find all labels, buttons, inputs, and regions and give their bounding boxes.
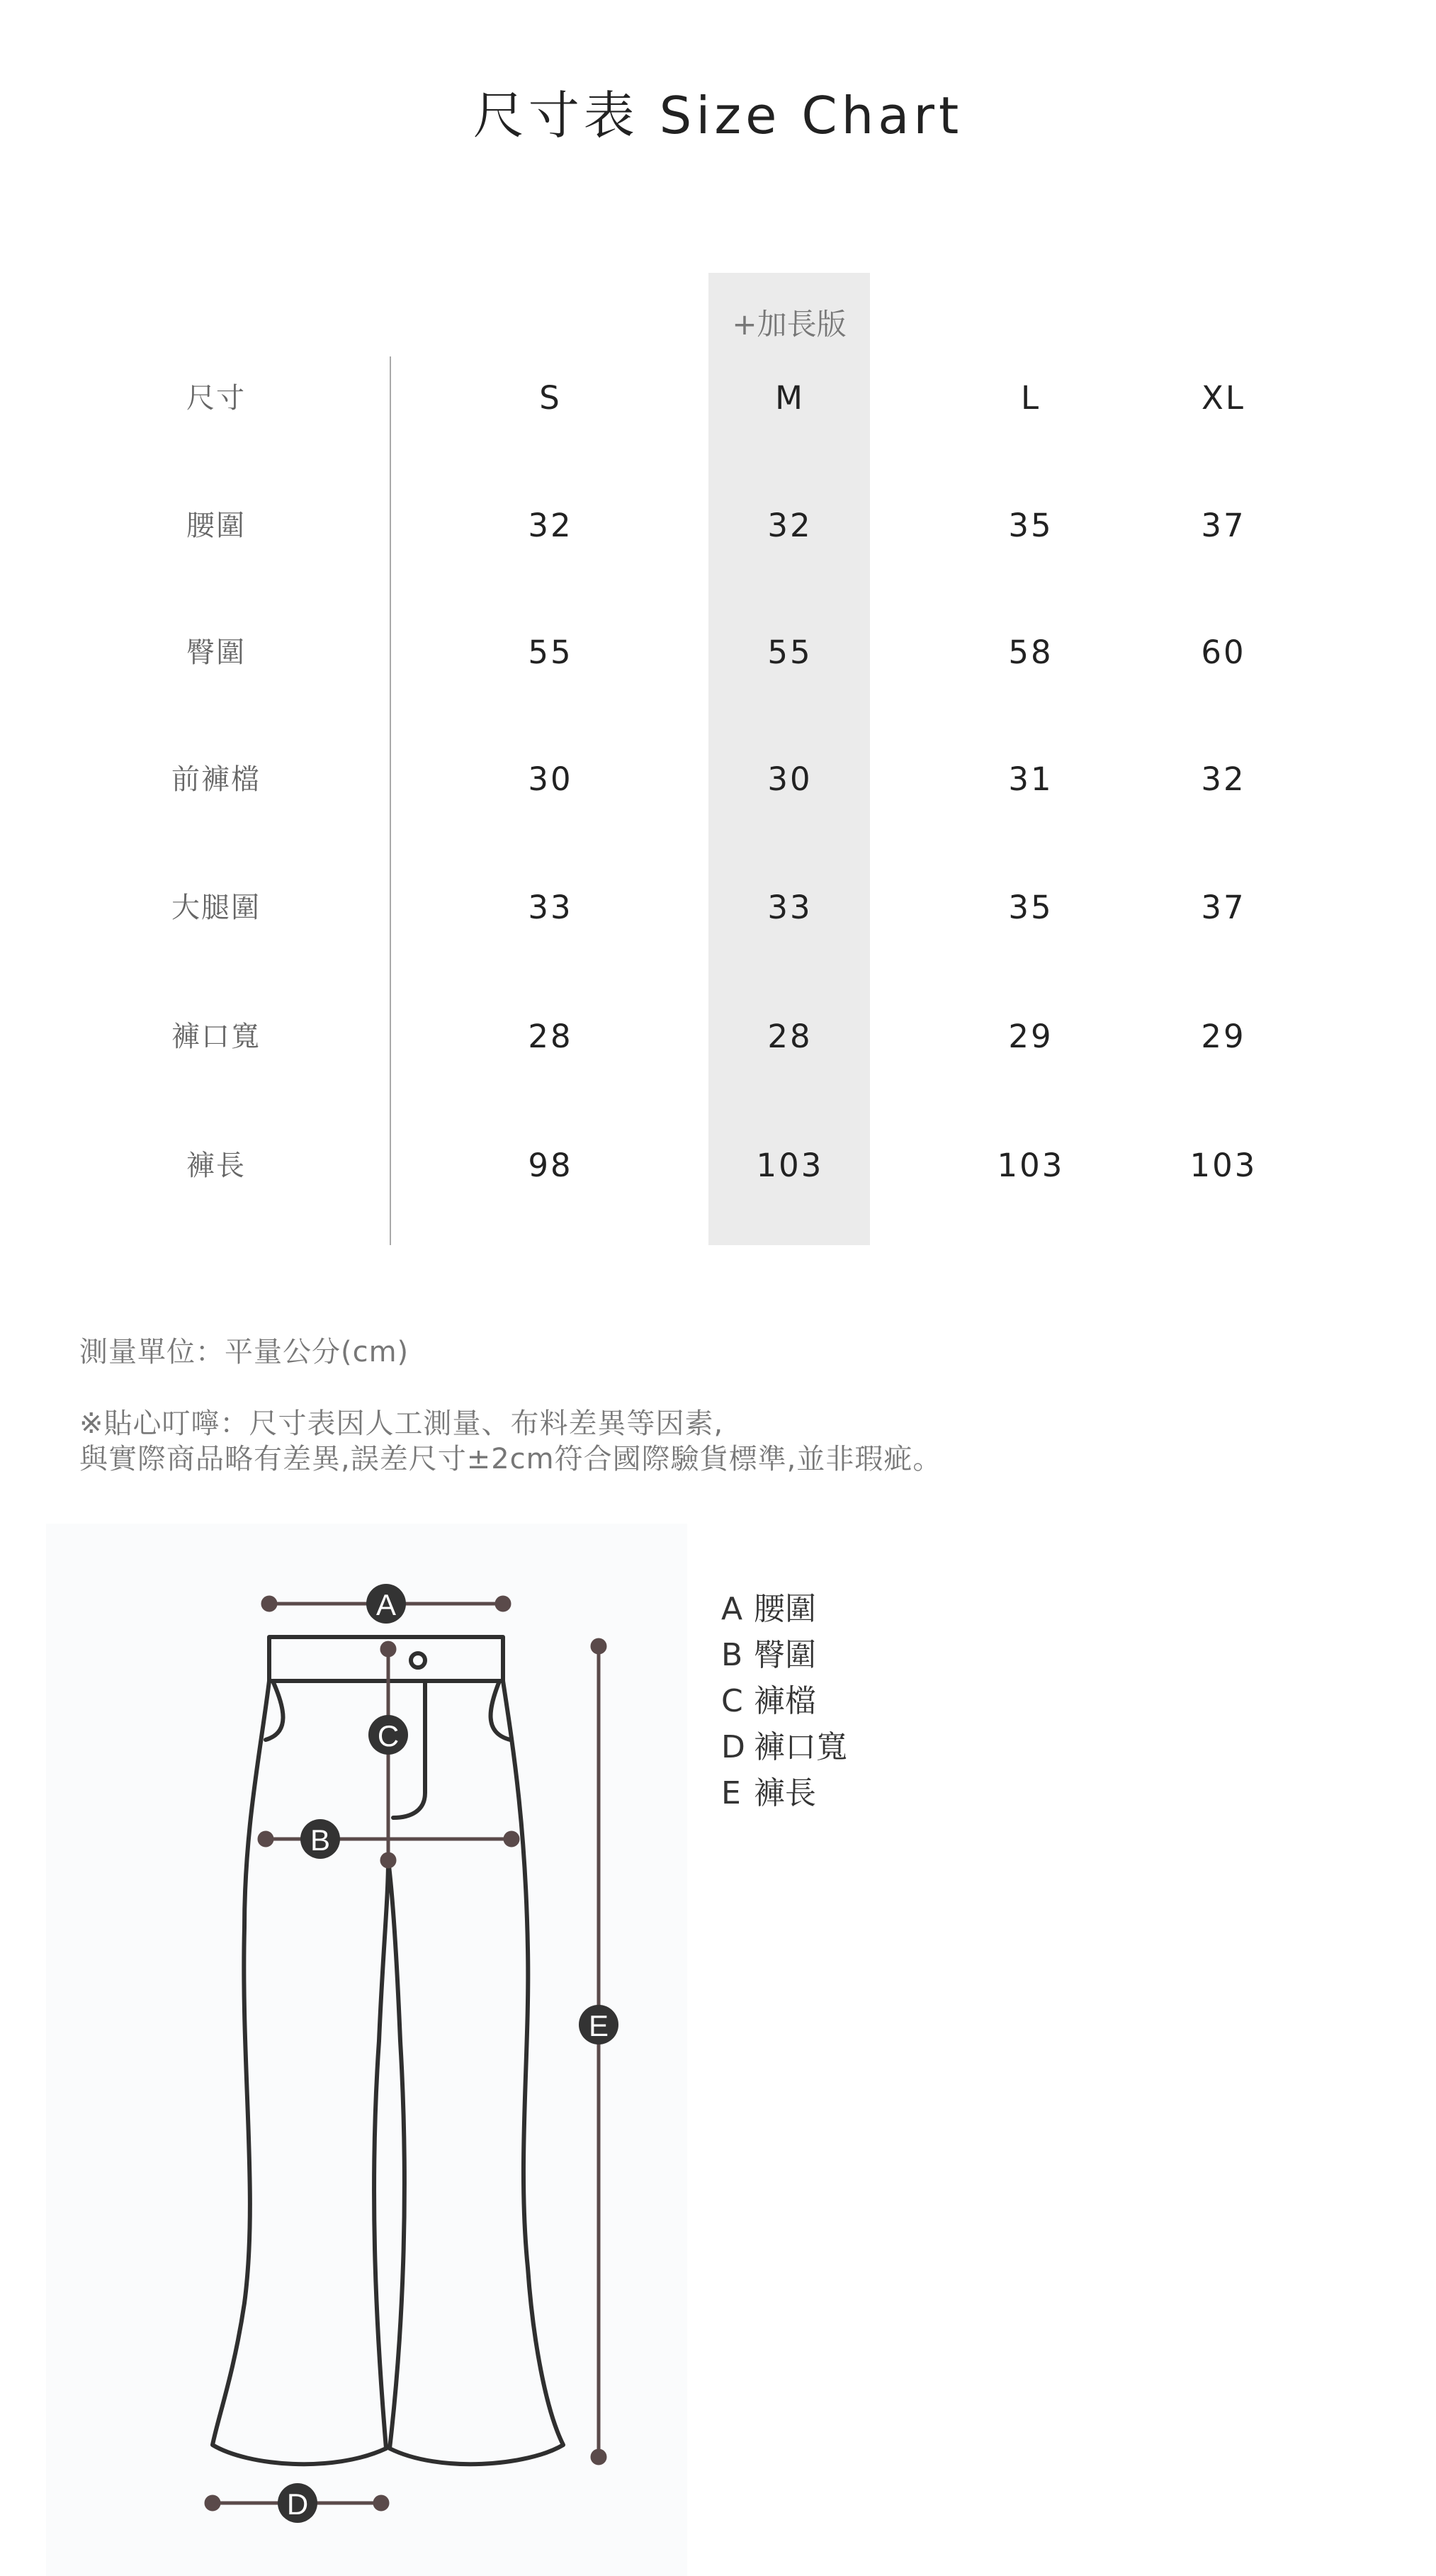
measurement-label: 前褲檔 (171, 763, 261, 796)
measurement-value: 103 (997, 1147, 1065, 1184)
legend-key: E (721, 1775, 741, 1811)
measurement-value: 37 (1201, 507, 1246, 544)
measurement-label: 腰圍 (186, 510, 246, 542)
measurement-value: 28 (767, 1018, 813, 1055)
measurement-value: 33 (767, 889, 813, 926)
legend-label: 腰圍 (754, 1591, 816, 1627)
measurement-value: 32 (1201, 760, 1246, 798)
legend-label: 褲口寬 (754, 1729, 847, 1765)
unit-note: 測量單位：平量公分(cm) (79, 1336, 409, 1368)
page-title: 尺寸表 Size Chart (473, 86, 963, 145)
marker-e (579, 2005, 618, 2045)
legend-item-c (721, 1678, 847, 1724)
tip-note-line-1: ※貼心叮嚀：尺寸表因人工測量、布料差異等因素, (79, 1407, 724, 1440)
measurement-legend (721, 1586, 847, 1816)
size-header-m: M (775, 379, 805, 417)
marker-b (300, 1819, 340, 1859)
legend-item-a (721, 1586, 847, 1632)
size-header-s: S (539, 379, 562, 417)
measurement-label: 褲口寬 (171, 1020, 261, 1053)
measurement-value: 35 (1008, 507, 1053, 544)
tip-note-line-2: 與實際商品略有差異,誤差尺寸±2cm符合國際驗貨標準,並非瑕疵。 (79, 1443, 942, 1475)
legend-label: 褲檔 (754, 1683, 816, 1719)
legend-item-b (721, 1632, 847, 1678)
measurement-value: 55 (767, 634, 813, 671)
legend-key: D (721, 1729, 745, 1765)
legend-item-e (721, 1770, 847, 1816)
measurement-value: 31 (1008, 760, 1053, 798)
measurement-value: 29 (1008, 1018, 1053, 1055)
measurement-value: 30 (767, 760, 813, 798)
measure-markers (278, 1584, 618, 2523)
svg-text:A: A (375, 1588, 397, 1621)
measurement-label: 大腿圍 (171, 892, 261, 924)
measurement-value: 103 (1189, 1147, 1257, 1184)
measurement-value: 28 (528, 1018, 573, 1055)
measurement-value: 55 (528, 634, 573, 671)
legend-key: B (721, 1637, 743, 1673)
measurement-value: 33 (528, 889, 573, 926)
measurement-value: 103 (756, 1147, 824, 1184)
measurement-value: 30 (528, 760, 573, 798)
marker-c (368, 1715, 408, 1755)
legend-key: A (721, 1591, 743, 1627)
measurement-value: 29 (1201, 1018, 1246, 1055)
measurement-value: 58 (1008, 634, 1053, 671)
size-header-label: 尺寸 (186, 382, 246, 415)
svg-text:C: C (377, 1719, 400, 1753)
measurement-value: 37 (1201, 889, 1246, 926)
extra-length-label: +加長版 (732, 307, 847, 342)
measurement-value: 35 (1008, 889, 1053, 926)
size-header-l: L (1020, 379, 1041, 417)
marker-a (366, 1584, 406, 1624)
legend-item-d (721, 1724, 847, 1770)
measurement-value: 98 (528, 1147, 573, 1184)
svg-text:D: D (286, 2487, 309, 2521)
svg-text:E: E (588, 2009, 609, 2042)
measurement-value: 32 (767, 507, 813, 544)
size-header-xl: XL (1202, 379, 1245, 417)
legend-key: C (721, 1683, 743, 1719)
measurement-label: 褲長 (186, 1149, 246, 1182)
measurement-value: 32 (528, 507, 573, 544)
legend-label: 臀圍 (754, 1637, 816, 1673)
legend-label: 褲長 (754, 1775, 816, 1811)
measurement-value: 60 (1201, 634, 1246, 671)
svg-text:B: B (310, 1823, 331, 1857)
measurement-label: 臀圍 (186, 636, 246, 669)
marker-d (278, 2483, 317, 2523)
